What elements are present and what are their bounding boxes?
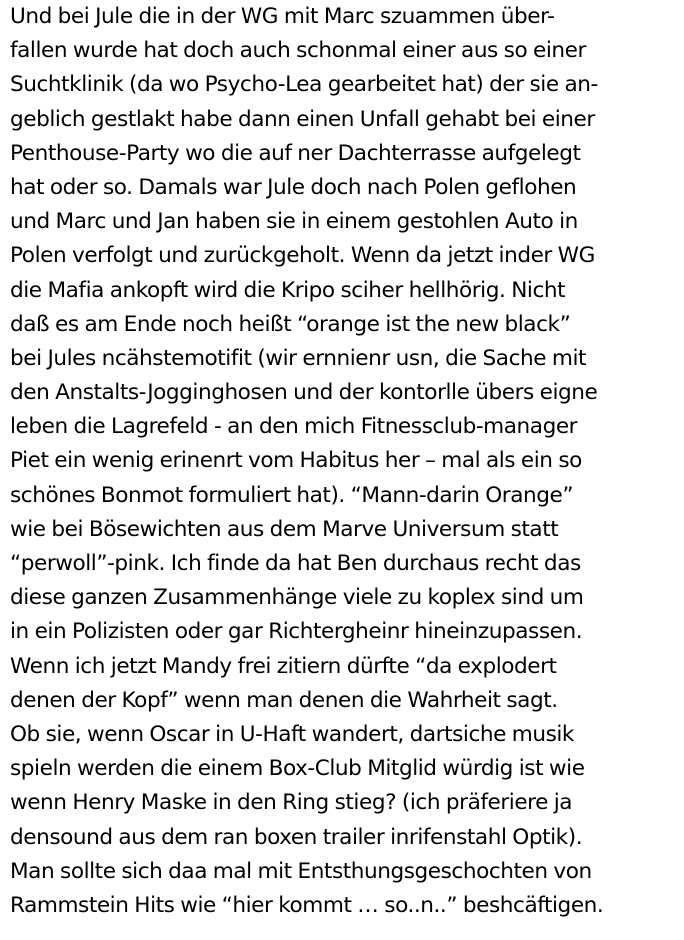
text-line: in ein Polizisten oder gar Richtergheinr hineinzupassen.	[10, 619, 583, 645]
text-line: wie bei Bösewichten aus dem Marve Universum statt	[10, 516, 559, 542]
text-line: Penthouse-Party wo die auf ner Dachterrasse aufgelegt	[10, 140, 581, 166]
text-line: leben die Lagrefeld - an den mich Fitnessclub-manager	[10, 414, 578, 440]
text-line: die Mafia ankopft wird die Kripo sciher hellhörig. Nicht	[10, 277, 566, 303]
text-line: wenn Henry Maske in den Ring stieg? (ich präferiere ja	[10, 790, 573, 816]
text-line: und Marc und Jan haben sie in einem gestohlen Auto in	[10, 209, 578, 235]
text-line: Piet ein wenig erinenrt vom Habitus her – mal als ein so	[10, 448, 582, 474]
text-line: schönes Bonmot formuliert hat). “Mann-darin Orange”	[10, 482, 574, 508]
text-line: bei Jules ncähstemotifit (wir ernnienr usn, die Sache mit	[10, 345, 587, 371]
text-line: geblich gestlakt habe dann einen Unfall gehabt bei einer	[10, 106, 595, 132]
text-line: Rammstein Hits wie “hier kommt … so..n..” beshcäftigen.	[10, 892, 604, 918]
text-line: Man sollte sich daa mal mit Entsthungsgeschochten von	[10, 858, 592, 884]
text-line: Und bei Jule die in der WG mit Marc szuammen über-	[10, 4, 555, 29]
text-line: Polen verfolgt und zurückgeholt. Wenn da jetzt inder WG	[10, 243, 595, 269]
body-text	[10, 0, 682, 923]
text-line: Ob sie, wenn Oscar in U-Haft wandert, dartsiche musik	[10, 721, 574, 747]
text-line: diese ganzen Zusammenhänge viele zu koplex sind um	[10, 585, 584, 611]
text-line: denen der Kopf” wenn man denen die Wahrheit sagt.	[10, 687, 558, 713]
text-line: Suchtklinik (da wo Psycho-Lea gearbeitet hat) der sie an-	[10, 72, 598, 98]
text-line: “perwoll”-pink. Ich finde da hat Ben durchaus recht das	[10, 551, 581, 576]
text-line: fallen wurde hat doch auch schonmal einer aus so einer	[10, 38, 586, 64]
text-line: daß es am Ende noch heißt “orange ist the new black”	[10, 311, 571, 337]
text-line: den Anstalts-Jogginghosen und der kontorlle übers eigne	[10, 380, 598, 406]
text-line: hat oder so. Damals war Jule doch nach Polen geflohen	[10, 174, 577, 200]
text-line: densound aus dem ran boxen trailer inrifenstahl Optik).	[10, 824, 583, 850]
text-line: spieln werden die einem Box-Club Mitglid würdig ist wie	[10, 756, 585, 782]
text-line: Wenn ich jetzt Mandy frei zitiern dürfte “da explodert	[10, 653, 557, 679]
